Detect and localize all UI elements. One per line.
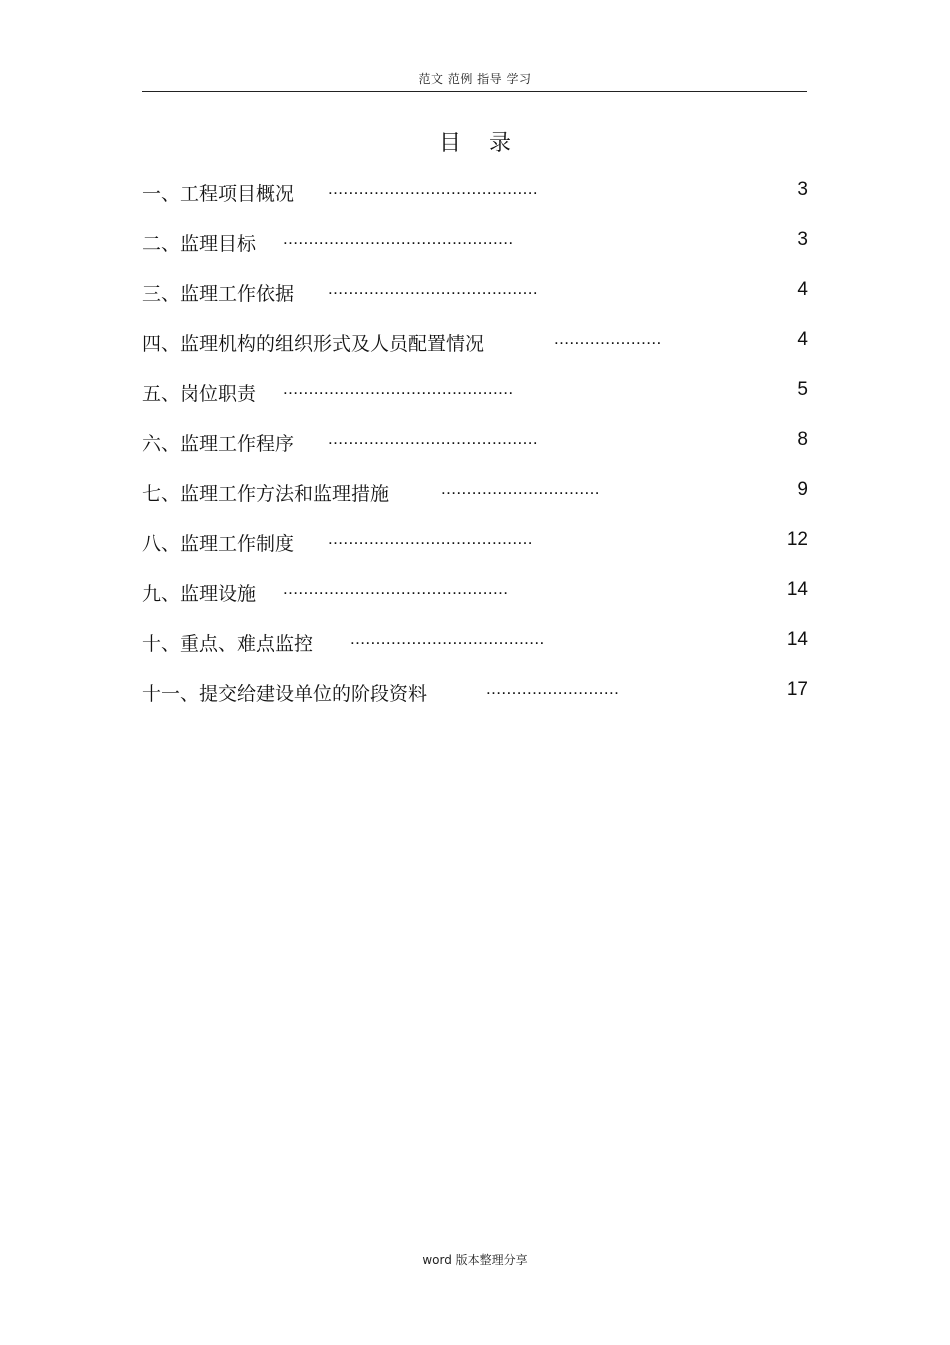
- toc-leader-dots: ..........................: [486, 679, 620, 698]
- toc-page-number: 3: [797, 229, 808, 250]
- toc-page-number: 17: [786, 679, 808, 700]
- toc-entry-8[interactable]: [142, 525, 808, 575]
- toc-page-number: 4: [797, 279, 808, 300]
- toc-leader-dots: .............................................: [283, 379, 514, 398]
- toc-entry-label: 五、岗位职责: [142, 383, 257, 405]
- toc-leader-dots: .........................................: [328, 279, 539, 298]
- toc-list: [142, 175, 808, 725]
- toc-entry-label: 一、工程项目概况: [142, 183, 295, 205]
- toc-page-number: 8: [797, 429, 808, 450]
- toc-entry-label: 二、监理目标: [142, 233, 257, 255]
- toc-leader-dots: ......................................: [350, 629, 545, 648]
- header-rule: [142, 91, 807, 92]
- toc-page-number: 4: [797, 329, 808, 350]
- toc-entry-7[interactable]: [142, 475, 808, 525]
- toc-page-number: 3: [797, 179, 808, 200]
- toc-entry-label: 八、监理工作制度: [142, 533, 295, 555]
- toc-leader-dots: .........................................: [328, 179, 539, 198]
- toc-page-number: 14: [786, 579, 808, 600]
- toc-page-number: 14: [786, 629, 808, 650]
- toc-leader-dots: ........................................: [328, 529, 533, 548]
- toc-entry-11[interactable]: [142, 675, 808, 725]
- toc-entry-3[interactable]: [142, 275, 808, 325]
- toc-page-number: 5: [797, 379, 808, 400]
- toc-leader-dots: .............................................: [283, 229, 514, 248]
- toc-leader-dots: ...............................: [441, 479, 600, 498]
- toc-entry-label: 七、监理工作方法和监理措施: [142, 483, 390, 505]
- page-footer: word 版本整理分享: [422, 1253, 528, 1267]
- toc-entry-label: 十、重点、难点监控: [142, 633, 314, 655]
- toc-entry-1[interactable]: [142, 175, 808, 225]
- toc-entry-label: 九、监理设施: [142, 583, 257, 605]
- toc-entry-6[interactable]: [142, 425, 808, 475]
- toc-leader-dots: .....................: [554, 329, 662, 348]
- toc-entry-9[interactable]: [142, 575, 808, 625]
- toc-entry-label: 四、监理机构的组织形式及人员配置情况: [142, 333, 485, 355]
- toc-entry-label: 十一、提交给建设单位的阶段资料: [142, 683, 428, 705]
- toc-entry-5[interactable]: [142, 375, 808, 425]
- toc-page-number: 9: [797, 479, 808, 500]
- toc-leader-dots: .........................................: [328, 429, 539, 448]
- toc-entry-label: 六、监理工作程序: [142, 433, 295, 455]
- toc-entry-label: 三、监理工作依据: [142, 283, 295, 305]
- toc-title: 目录: [438, 131, 539, 156]
- toc-entry-4[interactable]: [142, 325, 808, 375]
- toc-entry-2[interactable]: [142, 225, 808, 275]
- toc-entry-10[interactable]: [142, 625, 808, 675]
- toc-page-number: 12: [786, 529, 808, 550]
- toc-leader-dots: ............................................: [283, 579, 509, 598]
- page-header: 范文 范例 指导 学习: [418, 72, 532, 86]
